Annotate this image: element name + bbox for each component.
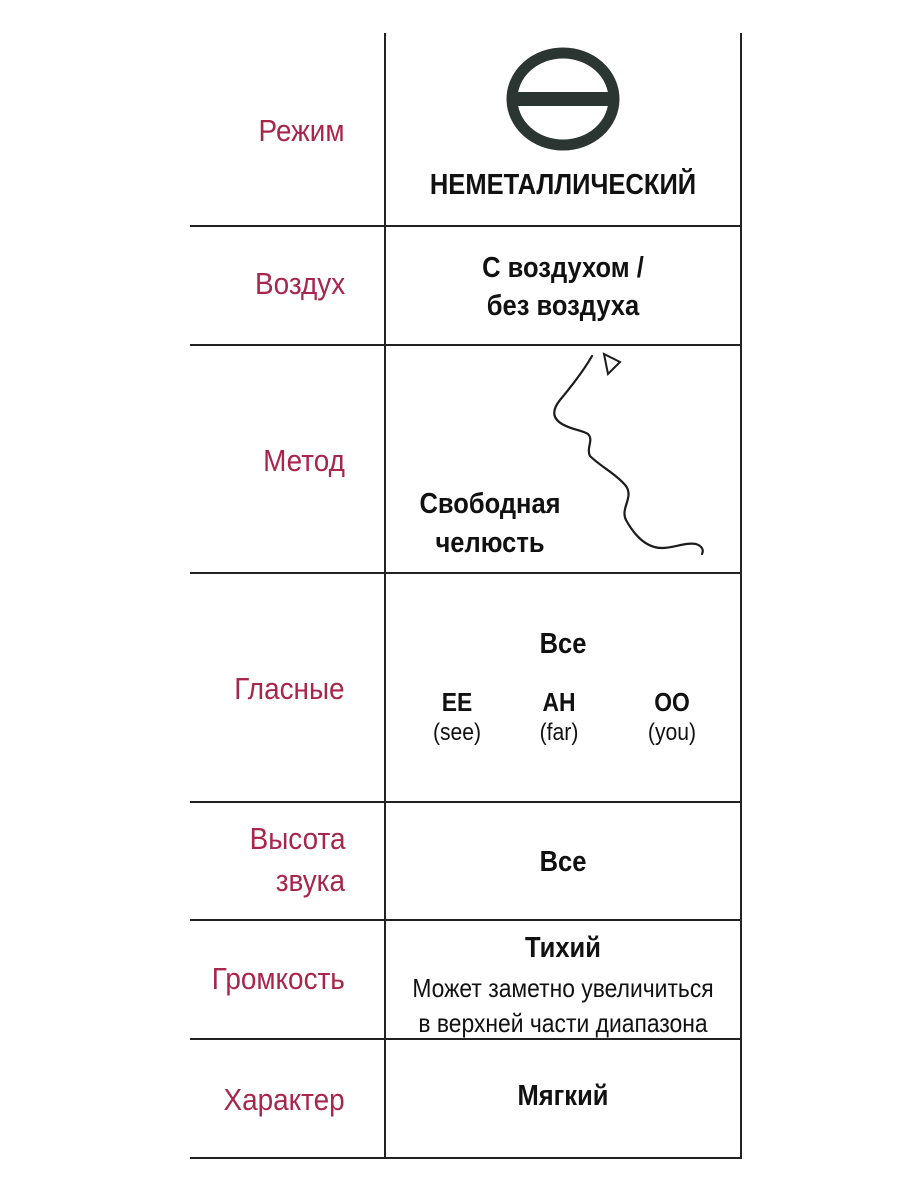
method-line-2: челюсть	[435, 527, 545, 559]
jaw-profile-sketch	[540, 348, 720, 563]
row-divider	[190, 801, 742, 803]
row-divider	[190, 225, 742, 227]
vowel-symbol: OO	[654, 687, 690, 717]
air-line-2: без воздуха	[486, 290, 640, 322]
row-divider	[190, 344, 742, 346]
label-method: Метод	[263, 443, 345, 478]
label-mode: Режим	[258, 113, 345, 148]
label-volume: Громкость	[211, 961, 345, 996]
vowel-ah	[511, 686, 608, 748]
bottom-border	[190, 1157, 742, 1159]
vowel-example: (far)	[539, 719, 579, 746]
vowel-example: (see)	[432, 719, 482, 746]
label-pitch-2: звука	[275, 863, 345, 898]
vowel-symbol: EE	[441, 687, 473, 717]
right-border	[740, 33, 742, 1159]
label-air: Воздух	[254, 266, 345, 301]
label-vowels: Гласные	[234, 671, 345, 706]
vowel-symbol: AH	[542, 687, 576, 717]
column-divider	[384, 33, 386, 1159]
character-value: Мягкий	[517, 1080, 609, 1112]
vowel-oo	[624, 686, 721, 748]
label-pitch-1: Высота	[249, 821, 345, 856]
mode-value: НЕМЕТАЛЛИЧЕСКИЙ	[429, 169, 697, 201]
pitch-value: Все	[539, 846, 587, 878]
volume-title: Тихий	[525, 932, 601, 964]
circle-with-bar-icon	[503, 44, 623, 154]
vowel-example: (you)	[647, 719, 697, 746]
method-line-1: Свободная	[419, 488, 561, 520]
volume-note-2: в верхней части диапазона	[418, 1008, 708, 1038]
vowels-title: Все	[539, 628, 587, 660]
vowel-ee	[409, 686, 506, 748]
volume-note-1: Может заметно увеличиться	[412, 973, 714, 1003]
label-character: Характер	[223, 1082, 345, 1117]
air-line-1: С воздухом /	[482, 252, 644, 284]
row-divider	[190, 919, 742, 921]
row-divider	[190, 572, 742, 574]
